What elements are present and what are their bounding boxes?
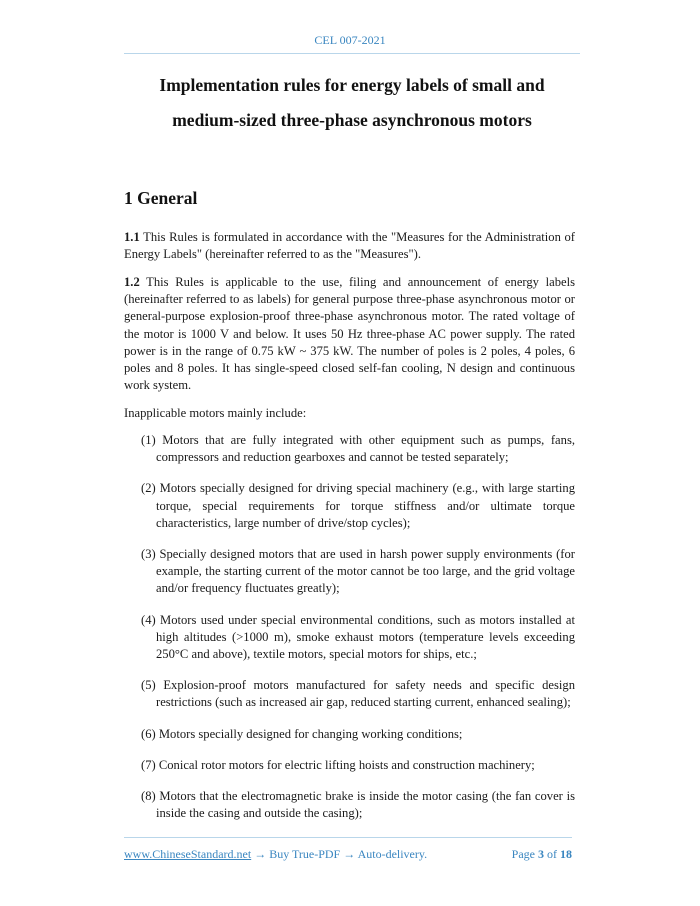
list-item: (4) Motors used under special environmental conditions, such as motors installed at high altitudes (>1000 m), smoke exhaust motors (temperature levels exceeding 250°C and above), textile motors, special motors for ships, etc.; xyxy=(141,612,575,662)
clause-1-1 xyxy=(124,229,575,263)
header-divider xyxy=(124,53,580,54)
list-item: (7) Conical rotor motors for electric lifting hoists and construction machinery; xyxy=(141,757,535,772)
list-item: (5) Explosion-proof motors manufactured for safety needs and specific design restrictions (such as increased air gap, reduced starting current, enhanced sealing); xyxy=(141,678,575,710)
list-item: (2) Motors specially designed for driving special machinery (e.g., with large starting torque, special requirements for torque stiffness and/or ultimate torque characteristics, large number of drive/stop cycles); xyxy=(141,481,575,530)
list-item: (6) Motors specially designed for changing working conditions; xyxy=(141,726,463,741)
page-footer xyxy=(124,847,572,862)
page-indicator xyxy=(512,847,572,862)
clause-number: 1.1 xyxy=(124,230,140,244)
list-item: (3) Specially designed motors that are used in harsh power supply environments (for example, the starting current of the motor cannot be too large, and the grid voltage and/or frequency fluctuates greatly); xyxy=(141,547,575,596)
footer-promo: → Buy True-PDF → Auto-delivery. xyxy=(251,847,428,861)
inapplicable-intro: Inapplicable motors mainly include: xyxy=(124,406,307,420)
footer-divider xyxy=(124,837,572,838)
list-item: (8) Motors that the electromagnetic brake is inside the motor casing (the fan cover is inside the casing and outside the casing); xyxy=(141,789,575,821)
clause-text: This Rules is formulated in accordance with the "Measures for the Administration of Energy Labels" (hereinafter referred to as the "Measures"). xyxy=(124,230,575,262)
document-code: CEL 007-2021 xyxy=(314,33,386,47)
page-current: 3 xyxy=(538,847,544,861)
clause-text: This Rules is applicable to the use, filing and announcement of energy labels (hereinafter referred to as labels) for general purpose three-phase asynchronous motor or general-purpose explosion-proof three-phase asynchronous motor. The rated voltage of the motor is 1000 V and below. It uses 50 Hz three-phase AC power supply. The rated power is in the range of 0.75 kW ~ 375 kW. The number of poles is 2 poles, 4 poles, 6 poles and 8 poles. It has single-speed closed self-fan cooling, N design and continuous work system. xyxy=(124,275,575,393)
list-item: (1) Motors that are fully integrated with other equipment such as pumps, fans, compressors and reduction gearboxes and cannot be tested separately; xyxy=(141,433,575,465)
inapplicable-list xyxy=(141,432,575,836)
section-heading: 1 General xyxy=(124,188,198,208)
document-title-line-2: medium-sized three-phase asynchronous motors xyxy=(172,110,532,130)
page-of: of xyxy=(547,847,557,861)
clause-1-2 xyxy=(124,274,575,394)
page-total: 18 xyxy=(560,847,572,861)
website-link[interactable]: www.ChineseStandard.net xyxy=(124,847,252,861)
page-label: Page xyxy=(511,847,535,861)
document-title-line-1: Implementation rules for energy labels of small and xyxy=(159,75,545,95)
clause-number: 1.2 xyxy=(124,275,140,289)
